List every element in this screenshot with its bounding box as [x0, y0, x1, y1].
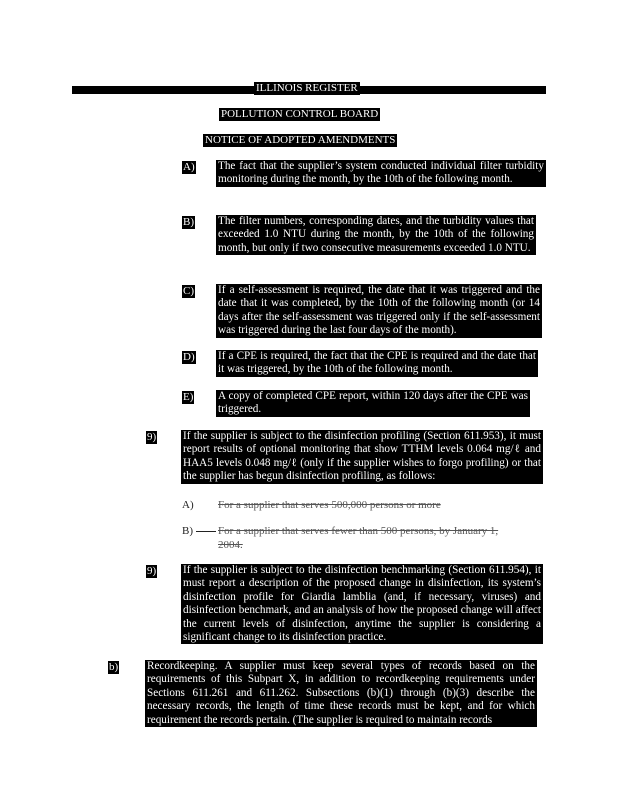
item-a-text: The fact that the supplier’s system conducted individual filter turbidity monitoring during the month, by the 10th of the following month. [218, 160, 544, 186]
section-b-label: b) [109, 661, 119, 673]
strike-dash [196, 531, 216, 532]
section-b-text: Recordkeeping. A supplier must keep several types of records based on the requirements of this Subpart X, in addition to recordkeeping requirements under Sections 611.261 and 611.262. Subsections (b)(1) through (b)(3) describe the necessary records, the length of time these records must be kept, and for which requirement the records pertain. (The supplier is required to maintain records [147, 660, 535, 726]
item-c-text: If a self-assessment is required, the date that it was triggered and the date that it was completed, by the 10th of the following month (or 14 days after the self-assessment was triggered only if the self-assessment was triggered during the last four days of the month). [218, 284, 540, 337]
item-a-label: A) [183, 161, 195, 173]
item-e-label: E) [183, 391, 194, 403]
item-d-text: If a CPE is required, the fact that the CPE is required and the date that it was triggered, by the 10th of the following month. [218, 350, 536, 376]
item-9-sub-a-text: For a supplier that serves 500,000 persons or more [218, 499, 441, 511]
item-d-label: D) [183, 351, 195, 363]
item-9-sub-a-label: A) [182, 499, 194, 511]
item-9-label: 9) [147, 431, 157, 443]
item-9-sub-b-year: 2004. [218, 539, 243, 551]
register-title: ILLINOIS REGISTER [256, 82, 358, 94]
notice-title: NOTICE OF ADOPTED AMENDMENTS [205, 134, 396, 146]
item-9-text: If the supplier is subject to the disinfection profiling (Section 611.953), it must report results of optional monitoring that show TTHM levels 0.064 mg/ℓ and HAA5 levels 0.048 mg/ℓ (only if the supplier wishes to forgo profiling) or that the supplier has begun disinfection profiling, as follows: [183, 430, 541, 483]
item-e-text: A copy of completed CPE report, within 120 days after the CPE was triggered. [218, 390, 528, 416]
item-9-sub-b-label: B) [182, 525, 193, 537]
item-b-text: The filter numbers, corresponding dates, and the turbidity values that exceeded 1.0 NTU during the month, by the 10th of the following month, but only if two consecutive measurements exceeded 1.0 NTU. [218, 215, 534, 254]
item-10-label: 9) [147, 565, 157, 577]
item-c-label: C) [183, 285, 194, 297]
item-9-sub-b-text: For a supplier that serves fewer than 500 persons, by January 1, [218, 525, 499, 537]
item-b-label: B) [183, 216, 194, 228]
item-10-text: If the supplier is subject to the disinfection benchmarking (Section 611.954), it must report a description of the proposed change in disinfection, its system’s disinfection profile for Giardia lamblia (and, if necessary, viruses) and disinfection benchmark, and an analysis of how the proposed change will affect the current levels of disinfection, anytime the supplier is considering a significant change to its disinfection practice. [183, 564, 541, 644]
board-title: POLLUTION CONTROL BOARD [221, 108, 379, 120]
